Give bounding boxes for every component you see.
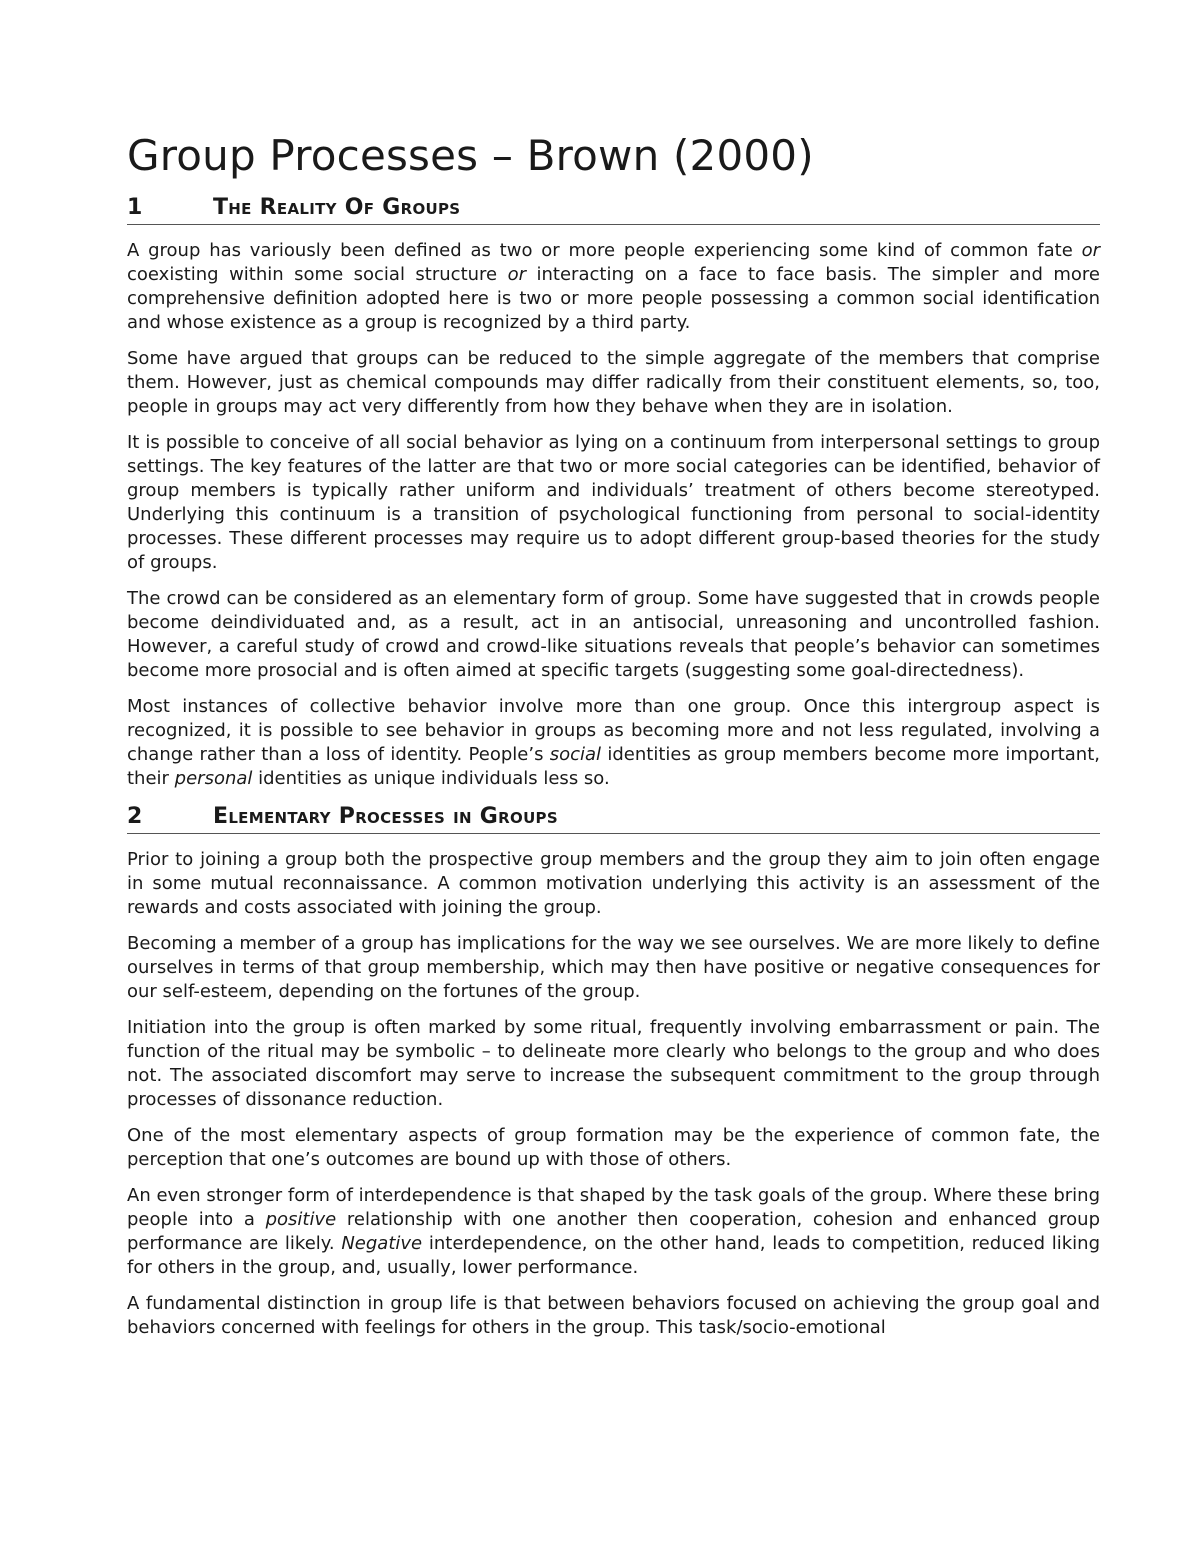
section-number: 1 bbox=[127, 195, 143, 220]
paragraph: One of the most elementary aspects of group formation may be the experience of common fate, the perception that one’s outcomes are bound up with those of others. bbox=[127, 1125, 1100, 1170]
document-title: Group Processes – Brown (2000) bbox=[127, 131, 814, 180]
document-page bbox=[127, 128, 1100, 1352]
section-elementary-processes bbox=[127, 803, 1100, 1340]
section-heading bbox=[127, 803, 1100, 834]
emphasis-text: or bbox=[507, 264, 527, 285]
section-title: The Reality Of Groups bbox=[213, 195, 461, 220]
paragraph: Most instances of collective behavior involve more than one group. Once this intergroup aspect is recognized, it is possible to see behavior in groups as becoming more and not less regulated, involving a change rather than a loss of identity. People’s social identities as group members become more important, their personal identities as unique individuals less so. bbox=[127, 696, 1100, 789]
paragraph: A fundamental distinction in group life is that between behaviors focused on achieving the group goal and behaviors concerned with feelings for others in the group. This task/socio-emotional bbox=[127, 1293, 1100, 1338]
emphasis-text: or bbox=[1081, 240, 1100, 261]
paragraph: Initiation into the group is often marked by some ritual, frequently involving embarrassment or pain. The function of the ritual may be symbolic – to delineate more clearly who belongs to the group and who does not. The associated discomfort may serve to increase the subsequent commitment to the group through processes of dissonance reduction. bbox=[127, 1017, 1100, 1110]
emphasis-text: positive bbox=[265, 1209, 337, 1230]
section-heading bbox=[127, 194, 1100, 225]
section-number: 2 bbox=[127, 804, 143, 829]
section-title: Elementary Processes in Groups bbox=[213, 804, 558, 829]
paragraph: An even stronger form of interdependence is that shaped by the task goals of the group. Where these bring people into a positive relationship with one another then cooperation, cohesion and enhanced group performance are likely. Negative interdependence, on the other hand, leads to competition, reduced liking for others in the group, and, usually, lower performance. bbox=[127, 1185, 1101, 1278]
paragraph: A group has variously been defined as two or more people experiencing some kind of common fate or coexisting within some social structure or interacting on a face to face basis. The simpler and more comprehensive definition adopted here is two or more people possessing a common social identification and whose existence as a group is recognized by a third party. bbox=[127, 240, 1100, 333]
paragraph: The crowd can be considered as an elementary form of group. Some have suggested that in crowds people become deindividuated and, as a result, act in an antisocial, unreasoning and uncontrolled fashion. However, a careful study of crowd and crowd-like situations reveals that people’s behavior can sometimes become more prosocial and is often aimed at specific targets (suggesting some goal-directedness). bbox=[127, 588, 1100, 681]
paragraph: Becoming a member of a group has implications for the way we see ourselves. We are more likely to define ourselves in terms of that group membership, which may then have positive or negative consequences for our self-esteem, depending on the fortunes of the group. bbox=[127, 933, 1100, 1002]
paragraph: Some have argued that groups can be reduced to the simple aggregate of the members that comprise them. However, just as chemical compounds may differ radically from their constituent elements, so, too, people in groups may act very differently from how they behave when they are in isolation. bbox=[127, 348, 1100, 417]
paragraph: It is possible to conceive of all social behavior as lying on a continuum from interpersonal settings to group settings. The key features of the latter are that two or more social categories can be identified, behavior of group members is typically rather uniform and individuals’ treatment of others become stereotyped. Underlying this continuum is a transition of psychological functioning from personal to social-identity processes. These different processes may require us to adopt different group-based theories for the study of groups. bbox=[127, 432, 1100, 573]
emphasis-text: personal bbox=[174, 768, 253, 789]
paragraph: Prior to joining a group both the prospective group members and the group they aim to join often engage in some mutual reconnaissance. A common motivation underlying this activity is an assessment of the rewards and costs associated with joining the group. bbox=[127, 849, 1100, 918]
emphasis-text: Negative bbox=[341, 1233, 423, 1254]
emphasis-text: social bbox=[549, 744, 602, 765]
section-reality-of-groups bbox=[127, 194, 1100, 791]
